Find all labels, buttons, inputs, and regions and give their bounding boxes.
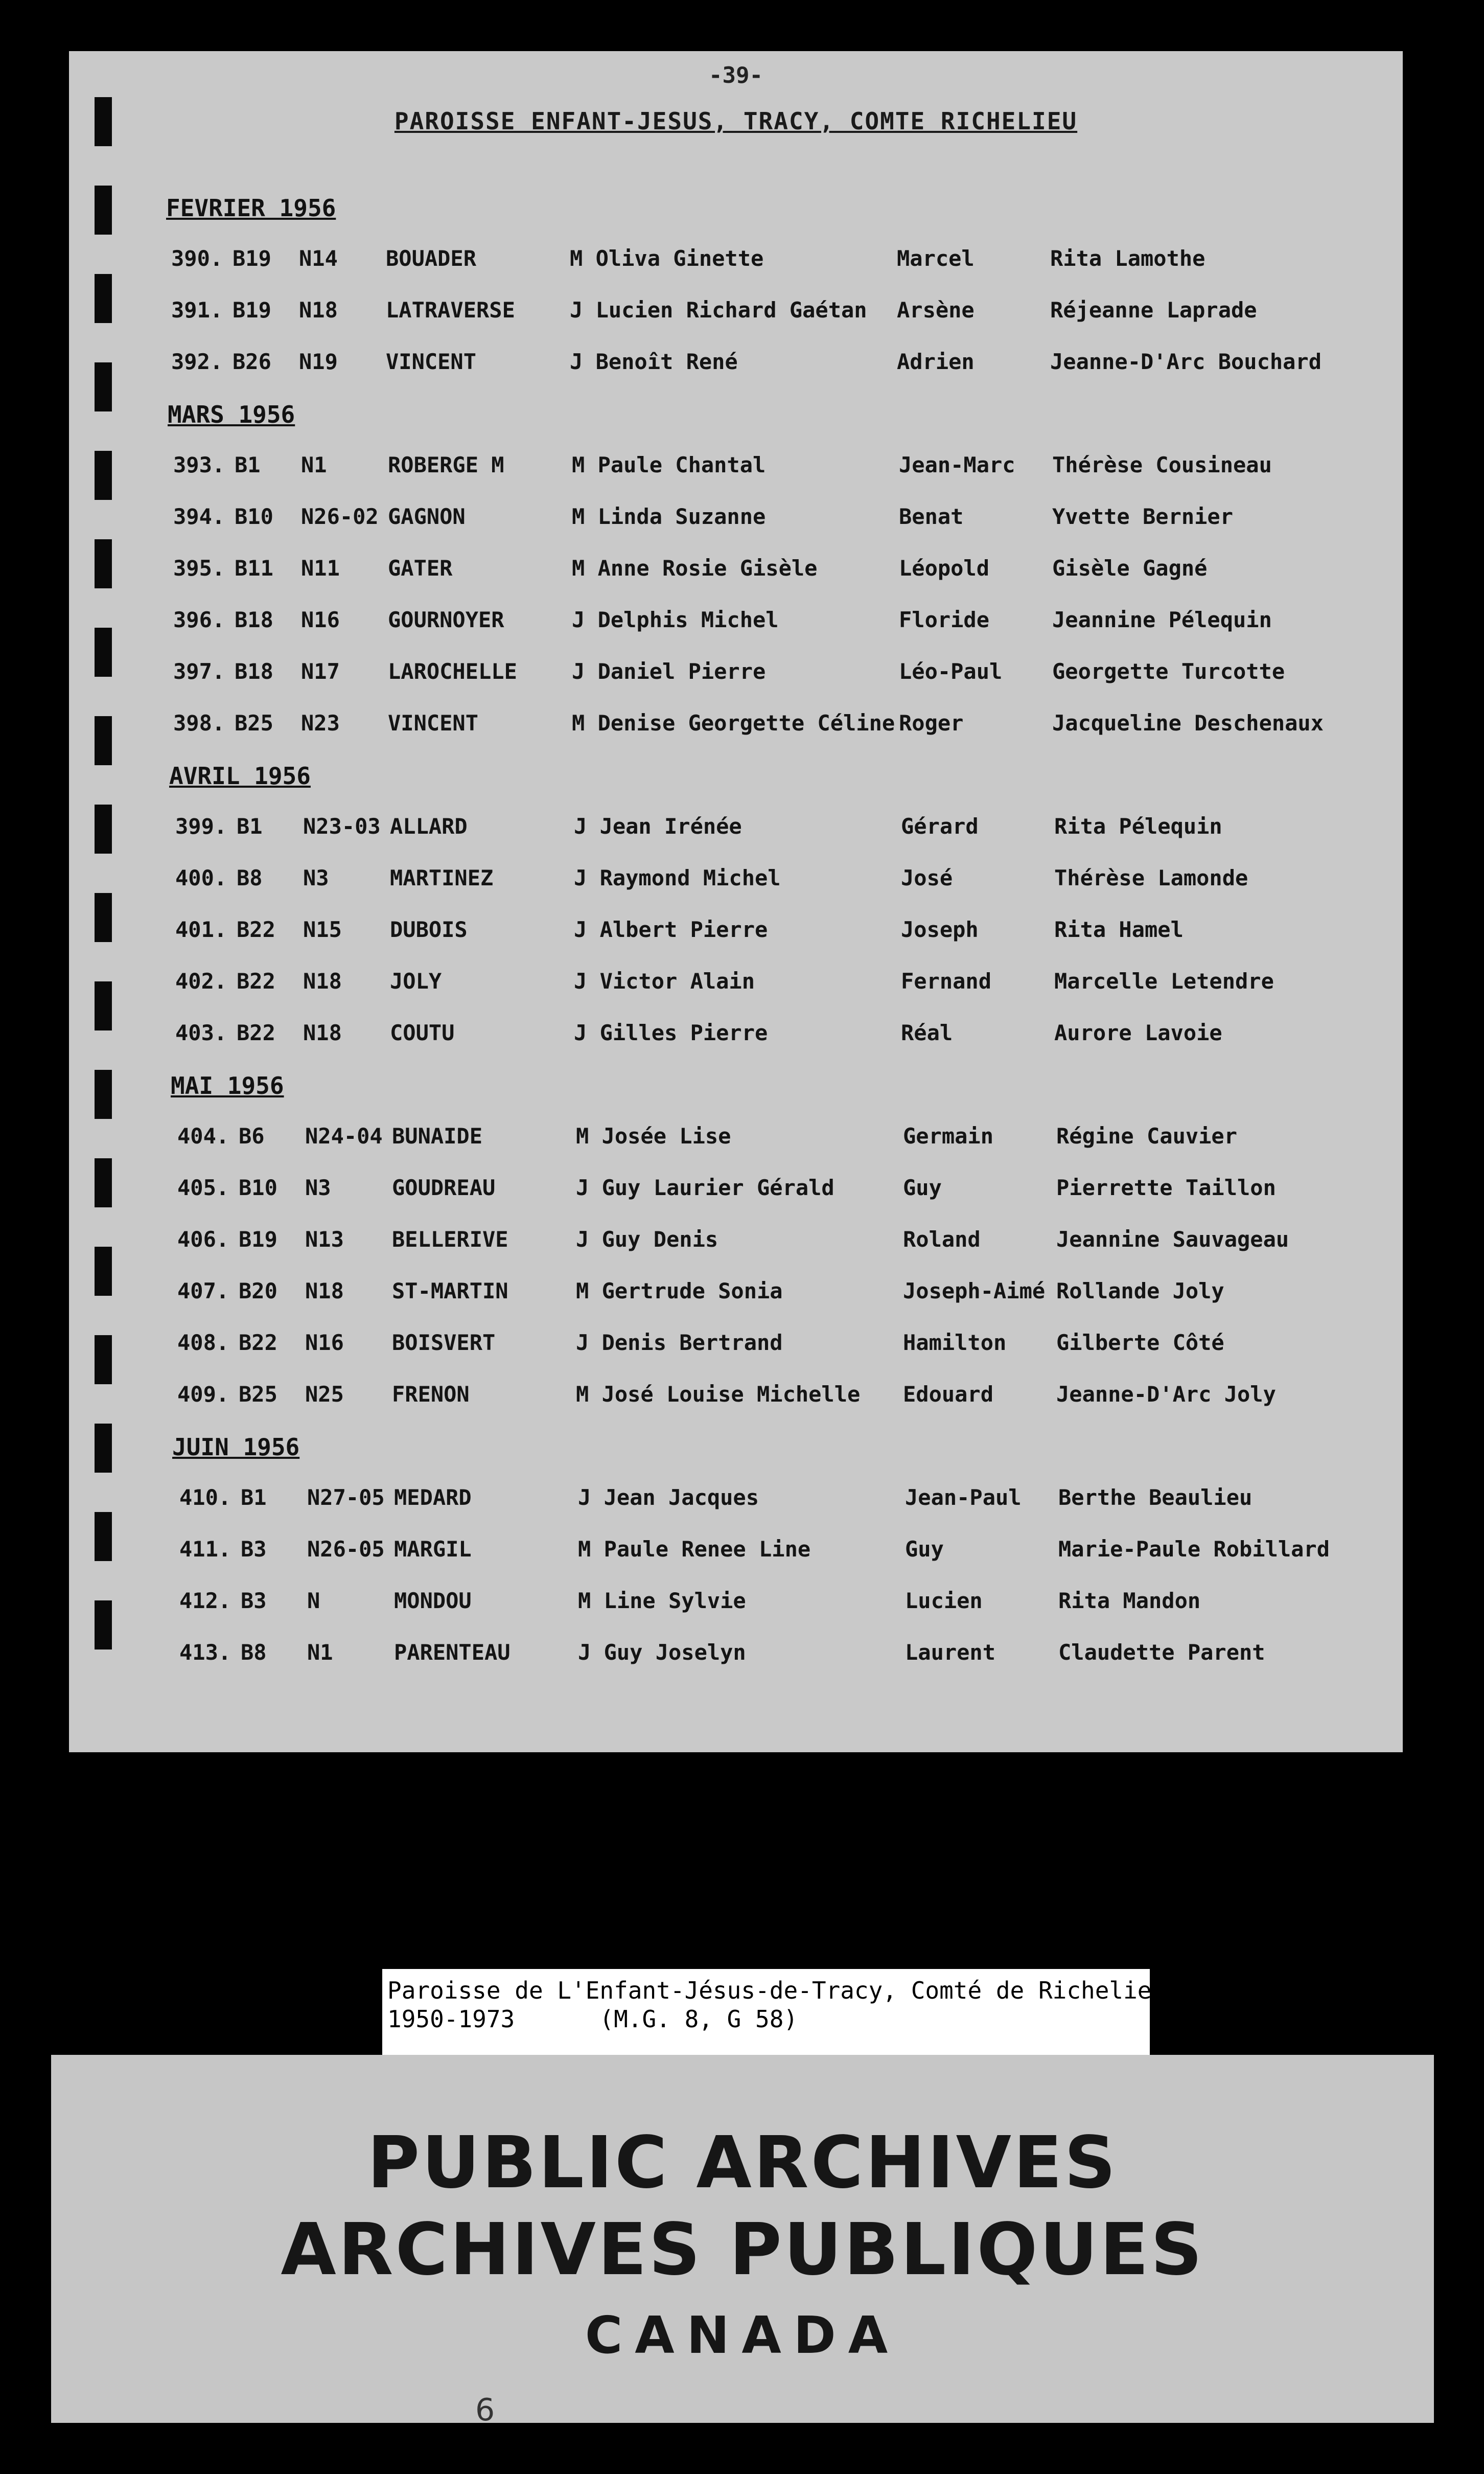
mother-name: Jeannine Pélequin — [1052, 607, 1272, 632]
binder-hole — [95, 1070, 112, 1119]
birth-day: N18 — [299, 297, 338, 323]
entry-number: 404. — [177, 1124, 229, 1149]
binder-hole — [95, 1600, 112, 1650]
birth-day: N11 — [301, 556, 340, 581]
mother-name: Rita Mandon — [1058, 1588, 1201, 1613]
father-name: Léo-Paul — [899, 659, 1003, 684]
baptism-day: B6 — [239, 1124, 265, 1149]
given-names: M Paule Chantal — [572, 452, 766, 477]
mother-name: Yvette Bernier — [1052, 504, 1234, 529]
month-heading: FEVRIER 1956 — [166, 194, 336, 222]
entry-number: 411. — [179, 1537, 231, 1562]
father-name: Germain — [903, 1124, 994, 1149]
mother-name: Berthe Beaulieu — [1058, 1485, 1253, 1510]
card-line-3: CANADA — [585, 2305, 900, 2365]
family-name: BELLERIVE — [392, 1227, 508, 1252]
month-heading: MAI 1956 — [171, 1072, 284, 1099]
entry-number: 396. — [173, 607, 225, 632]
binder-hole — [95, 1158, 112, 1207]
given-names: J Albert Pierre — [574, 917, 768, 942]
family-name: JOLY — [390, 969, 442, 994]
binder-hole — [95, 893, 112, 942]
given-names: M Denise Georgette Céline — [572, 711, 895, 736]
mother-name: Réjeanne Laprade — [1050, 297, 1257, 323]
mother-name: Régine Cauvier — [1056, 1124, 1238, 1149]
birth-day: N26-05 — [307, 1537, 385, 1562]
entry-number: 399. — [175, 814, 227, 839]
mother-name: Thérèse Lamonde — [1054, 865, 1248, 890]
mother-name: Gisèle Gagné — [1052, 556, 1208, 581]
family-name: ALLARD — [390, 814, 468, 839]
mother-name: Pierrette Taillon — [1056, 1175, 1276, 1200]
binder-hole — [95, 1335, 112, 1384]
given-names: J Victor Alain — [574, 969, 755, 994]
entry-number: 413. — [179, 1640, 231, 1665]
father-name: Roger — [899, 711, 964, 736]
father-name: Floride — [899, 607, 990, 632]
baptism-day: B8 — [241, 1640, 267, 1665]
birth-day: N27-05 — [307, 1485, 385, 1510]
entry-number: 395. — [173, 556, 225, 581]
mother-name: Rita Hamel — [1054, 917, 1184, 942]
father-name: Joseph — [901, 917, 979, 942]
binder-hole — [95, 362, 112, 411]
given-names: M Linda Suzanne — [572, 504, 766, 529]
birth-day: N26-02 — [301, 504, 379, 529]
father-name: Guy — [903, 1175, 942, 1200]
baptism-day: B3 — [241, 1588, 267, 1613]
given-names: M Anne Rosie Gisèle — [572, 556, 818, 581]
birth-day: N14 — [299, 246, 338, 271]
given-names: J Gilles Pierre — [574, 1020, 768, 1045]
label-line-1: Paroisse de L'Enfant-Jésus-de-Tracy, Comté de Richelieu, — [387, 1977, 1180, 2004]
binder-hole — [95, 628, 112, 677]
birth-day: N17 — [301, 659, 340, 684]
baptism-day: B22 — [237, 917, 275, 942]
family-name: MEDARD — [394, 1485, 472, 1510]
binder-hole — [95, 1424, 112, 1473]
birth-day: N24-04 — [305, 1124, 383, 1149]
baptism-day: B10 — [235, 504, 273, 529]
family-name: DUBOIS — [390, 917, 468, 942]
given-names: J Guy Joselyn — [578, 1640, 746, 1665]
baptism-day: B25 — [239, 1382, 277, 1407]
birth-day: N25 — [305, 1382, 344, 1407]
mother-name: Georgette Turcotte — [1052, 659, 1285, 684]
baptism-day: B10 — [239, 1175, 277, 1200]
page-number: -39- — [709, 62, 763, 88]
entry-number: 391. — [171, 297, 223, 323]
entry-number: 398. — [173, 711, 225, 736]
baptism-day: B25 — [235, 711, 273, 736]
month-heading: MARS 1956 — [168, 401, 295, 428]
mother-name: Marcelle Letendre — [1054, 969, 1274, 994]
baptism-day: B20 — [239, 1278, 277, 1303]
family-name: MONDOU — [394, 1588, 472, 1613]
baptism-day: B19 — [233, 297, 271, 323]
entry-number: 394. — [173, 504, 225, 529]
entry-number: 405. — [177, 1175, 229, 1200]
family-name: ROBERGE M — [388, 452, 504, 477]
family-name: BOISVERT — [392, 1330, 496, 1355]
baptism-day: B22 — [239, 1330, 277, 1355]
given-names: J Benoît René — [570, 349, 738, 374]
family-name: VINCENT — [388, 711, 479, 736]
baptism-day: B1 — [235, 452, 261, 477]
given-names: J Lucien Richard Gaétan — [570, 297, 867, 323]
baptism-day: B8 — [237, 865, 263, 890]
family-name: BUNAIDE — [392, 1124, 483, 1149]
birth-day: N18 — [303, 1020, 342, 1045]
mother-name: Jeanne-D'Arc Joly — [1056, 1382, 1276, 1407]
given-names: M Line Sylvie — [578, 1588, 746, 1613]
given-names: J Raymond Michel — [574, 865, 781, 890]
family-name: LATRAVERSE — [386, 297, 515, 323]
family-name: LAROCHELLE — [388, 659, 517, 684]
family-name: GOUDREAU — [392, 1175, 496, 1200]
baptism-day: B11 — [235, 556, 273, 581]
entry-number: 401. — [175, 917, 227, 942]
baptism-day: B18 — [235, 659, 273, 684]
mother-name: Marie-Paule Robillard — [1058, 1537, 1330, 1562]
birth-day: N13 — [305, 1227, 344, 1252]
mother-name: Rollande Joly — [1056, 1278, 1224, 1303]
page-heading: PAROISSE ENFANT-JESUS, TRACY, COMTE RICHELIEU — [394, 107, 1078, 135]
mother-name: Rita Pélequin — [1054, 814, 1222, 839]
birth-day: N23-03 — [303, 814, 381, 839]
father-name: Benat — [899, 504, 964, 529]
father-name: Adrien — [897, 349, 975, 374]
baptism-day: B1 — [241, 1485, 267, 1510]
family-name: PARENTEAU — [394, 1640, 511, 1665]
given-names: M Josée Lise — [576, 1124, 731, 1149]
entry-number: 390. — [171, 246, 223, 271]
father-name: Marcel — [897, 246, 975, 271]
month-heading: JUIN 1956 — [172, 1433, 300, 1461]
entry-number: 408. — [177, 1330, 229, 1355]
entry-number: 409. — [177, 1382, 229, 1407]
father-name: Lucien — [905, 1588, 983, 1613]
family-name: GATER — [388, 556, 453, 581]
father-name: Hamilton — [903, 1330, 1007, 1355]
given-names: M Paule Renee Line — [578, 1537, 811, 1562]
entry-number: 410. — [179, 1485, 231, 1510]
given-names: J Jean Irénée — [574, 814, 742, 839]
label-line-2: 1950-1973 (M.G. 8, G 58) — [387, 2005, 798, 2033]
given-names: M José Louise Michelle — [576, 1382, 861, 1407]
given-names: M Oliva Ginette — [570, 246, 764, 271]
binder-hole — [95, 981, 112, 1030]
mother-name: Jeannine Sauvageau — [1056, 1227, 1289, 1252]
family-name: MARGIL — [394, 1537, 472, 1562]
birth-day: N19 — [299, 349, 338, 374]
birth-day: N3 — [305, 1175, 331, 1200]
given-names: J Guy Laurier Gérald — [576, 1175, 834, 1200]
birth-day: N — [307, 1588, 320, 1613]
family-name: MARTINEZ — [390, 865, 494, 890]
mother-name: Gilberte Côté — [1056, 1330, 1224, 1355]
binder-hole — [95, 451, 112, 500]
mother-name: Jacqueline Deschenaux — [1052, 711, 1324, 736]
entry-number: 392. — [171, 349, 223, 374]
entry-number: 397. — [173, 659, 225, 684]
card-line-2: ARCHIVES PUBLIQUES — [281, 2208, 1204, 2292]
birth-day: N16 — [305, 1330, 344, 1355]
binder-hole — [95, 716, 112, 765]
father-name: Jean-Paul — [905, 1485, 1022, 1510]
family-name: VINCENT — [386, 349, 477, 374]
father-name: Joseph-Aimé — [903, 1278, 1046, 1303]
entry-number: 406. — [177, 1227, 229, 1252]
archives-card — [51, 2055, 1434, 2428]
family-name: GAGNON — [388, 504, 466, 529]
given-names: M Gertrude Sonia — [576, 1278, 783, 1303]
family-name: COUTU — [390, 1020, 455, 1045]
father-name: Fernand — [901, 969, 992, 994]
mother-name: Rita Lamothe — [1050, 246, 1205, 271]
father-name: Laurent — [905, 1640, 996, 1665]
given-names: J Denis Bertrand — [576, 1330, 783, 1355]
baptism-day: B22 — [237, 1020, 275, 1045]
collection-label — [382, 1969, 1180, 2055]
entry-number: 393. — [173, 452, 225, 477]
family-name: GOURNOYER — [388, 607, 504, 632]
father-name: Roland — [903, 1227, 981, 1252]
mother-name: Thérèse Cousineau — [1052, 452, 1272, 477]
father-name: Jean-Marc — [899, 452, 1015, 477]
family-name: ST-MARTIN — [392, 1278, 508, 1303]
baptism-day: B18 — [235, 607, 273, 632]
binder-hole — [95, 1512, 112, 1561]
birth-day: N23 — [301, 711, 340, 736]
birth-day: N15 — [303, 917, 342, 942]
father-name: Arsène — [897, 297, 975, 323]
binder-hole — [95, 186, 112, 235]
baptism-day: B19 — [233, 246, 271, 271]
mother-name: Aurore Lavoie — [1054, 1020, 1222, 1045]
given-names: J Guy Denis — [576, 1227, 718, 1252]
entry-number: 400. — [175, 865, 227, 890]
baptism-day: B3 — [241, 1537, 267, 1562]
birth-day: N3 — [303, 865, 329, 890]
birth-day: N1 — [301, 452, 327, 477]
binder-hole — [95, 1247, 112, 1296]
entry-number: 412. — [179, 1588, 231, 1613]
baptism-day: B26 — [233, 349, 271, 374]
father-name: Léopold — [899, 556, 990, 581]
mother-name: Jeanne-D'Arc Bouchard — [1050, 349, 1322, 374]
birth-day: N18 — [303, 969, 342, 994]
binder-hole — [95, 274, 112, 323]
card-line-1: PUBLIC ARCHIVES — [367, 2121, 1118, 2205]
entry-number: 403. — [175, 1020, 227, 1045]
given-names: J Delphis Michel — [572, 607, 779, 632]
father-name: Guy — [905, 1537, 944, 1562]
handwritten-mark: 6 — [475, 2392, 495, 2428]
given-names: J Jean Jacques — [578, 1485, 759, 1510]
family-name: BOUADER — [386, 246, 477, 271]
microfilm-page — [69, 51, 1403, 1752]
birth-day: N1 — [307, 1640, 333, 1665]
family-name: FRENON — [392, 1382, 470, 1407]
mother-name: Claudette Parent — [1058, 1640, 1265, 1665]
father-name: Edouard — [903, 1382, 994, 1407]
father-name: Gérard — [901, 814, 979, 839]
baptism-day: B19 — [239, 1227, 277, 1252]
birth-day: N18 — [305, 1278, 344, 1303]
birth-day: N16 — [301, 607, 340, 632]
baptism-day: B22 — [237, 969, 275, 994]
father-name: José — [901, 865, 953, 890]
entry-number: 407. — [177, 1278, 229, 1303]
month-heading: AVRIL 1956 — [169, 762, 311, 790]
binder-hole — [95, 539, 112, 588]
binder-hole — [95, 805, 112, 854]
baptism-day: B1 — [237, 814, 263, 839]
entry-number: 402. — [175, 969, 227, 994]
father-name: Réal — [901, 1020, 953, 1045]
given-names: J Daniel Pierre — [572, 659, 766, 684]
